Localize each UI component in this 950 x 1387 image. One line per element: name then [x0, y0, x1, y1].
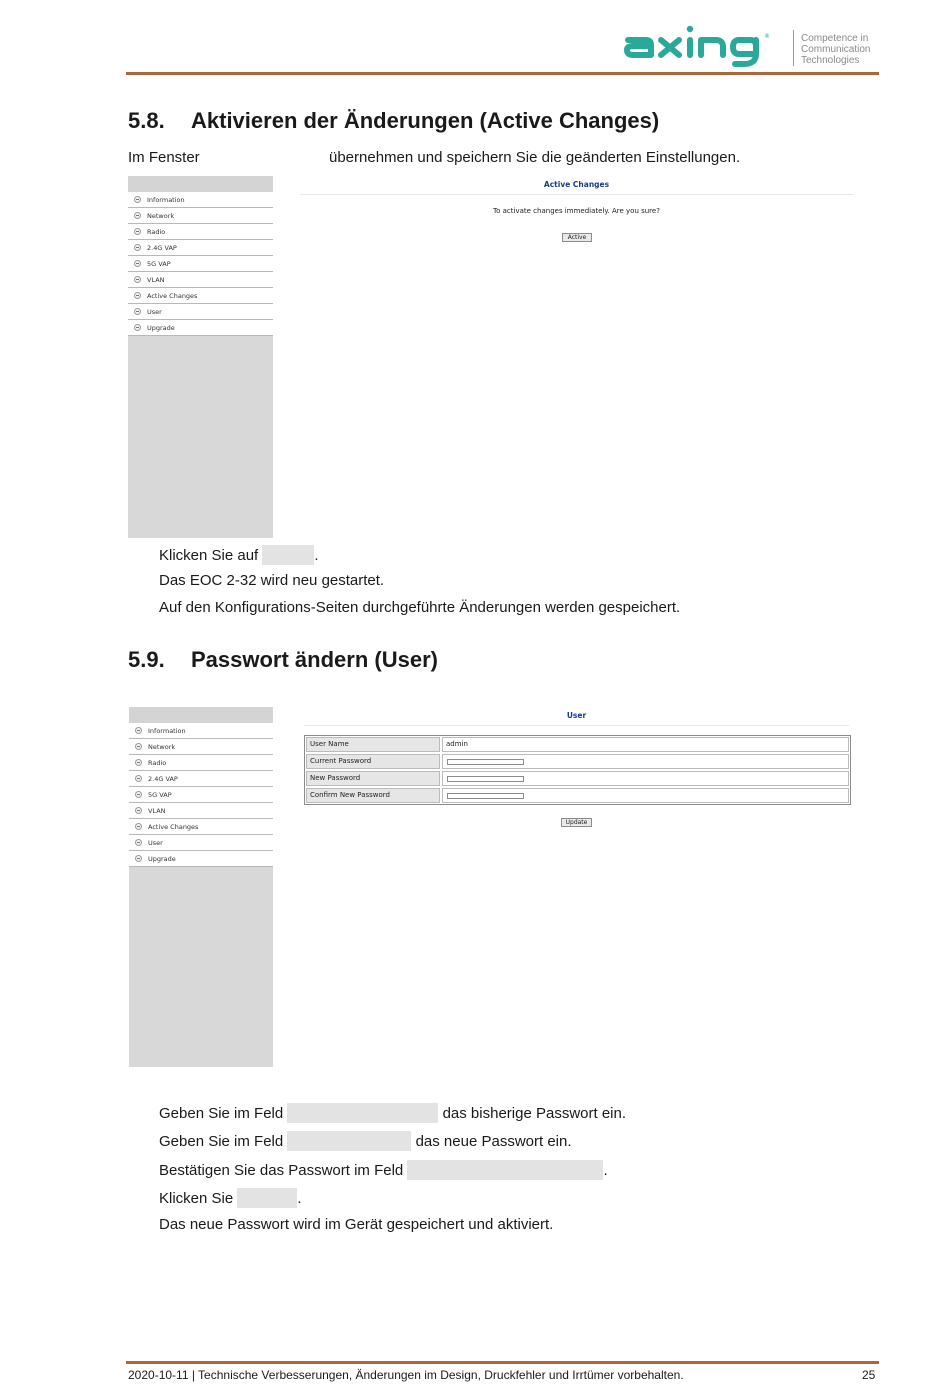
collapse-icon — [135, 807, 142, 814]
collapse-icon — [135, 791, 142, 798]
sidebar-item-label: Network — [148, 742, 176, 751]
sidebar-item-label: VLAN — [147, 275, 165, 284]
sidebar-item-label: User — [147, 307, 162, 316]
footer-rule — [126, 1361, 879, 1364]
collapse-icon — [134, 260, 141, 267]
new-password-input[interactable] — [447, 776, 524, 782]
collapse-icon — [135, 823, 142, 830]
tagline-line: Technologies — [801, 55, 860, 66]
section-title: Passwort ändern (User) — [191, 647, 438, 672]
update-button[interactable]: Update — [561, 818, 592, 827]
sidebar-item-label: Information — [147, 195, 185, 204]
header-rule — [126, 72, 879, 75]
step-restart: Das EOC 2-32 wird neu gestartet. — [159, 572, 385, 589]
sidebar-item-label: Information — [148, 726, 186, 735]
sidebar-item-information[interactable] — [128, 192, 273, 208]
collapse-icon — [134, 196, 141, 203]
redacted-field-name — [287, 1131, 411, 1151]
table-row — [306, 754, 849, 769]
redacted-button-name — [237, 1188, 297, 1208]
field-label: New Password — [306, 771, 440, 786]
step-prefix: Geben Sie im Feld — [159, 1133, 284, 1150]
sidebar-item-upgrade[interactable] — [129, 851, 273, 867]
tagline-line: Communication — [801, 44, 871, 55]
sidebar-item-active-changes[interactable] — [128, 288, 273, 304]
collapse-icon — [134, 244, 141, 251]
collapse-icon — [134, 324, 141, 331]
collapse-icon — [135, 855, 142, 862]
step-prefix: Klicken Sie — [159, 1190, 234, 1207]
table-row — [306, 788, 849, 803]
collapse-icon — [134, 292, 141, 299]
step-click-update — [159, 1188, 302, 1208]
table-row — [306, 737, 849, 752]
field-label: Confirm New Password — [306, 788, 440, 803]
nav-sidebar — [128, 176, 273, 538]
logo-separator — [793, 30, 794, 66]
step-new-password — [159, 1131, 572, 1151]
sidebar-item-label: Radio — [148, 758, 167, 767]
panel-title-rule — [304, 725, 849, 726]
sidebar-item-vlan[interactable] — [128, 272, 273, 288]
sidebar-item-5g-vap[interactable] — [128, 256, 273, 272]
sidebar-item-label: 2.4G VAP — [148, 774, 178, 783]
logo-tagline — [801, 33, 870, 66]
sidebar-item-user[interactable] — [129, 835, 273, 851]
step-suffix: das neue Passwort ein. — [415, 1133, 572, 1150]
collapse-icon — [135, 727, 142, 734]
step-click-active — [159, 545, 319, 565]
step-suffix: . — [603, 1162, 608, 1179]
step-suffix: das bisherige Passwort ein. — [442, 1105, 627, 1122]
sidebar-item-label: 5G VAP — [147, 259, 171, 268]
collapse-icon — [134, 308, 141, 315]
step-prefix: Klicken Sie auf — [159, 547, 259, 564]
sidebar-header — [129, 707, 273, 723]
sidebar-item-active-changes[interactable] — [129, 819, 273, 835]
tagline-line: Competence in — [801, 33, 869, 44]
confirm-password-input[interactable] — [447, 793, 524, 799]
table-row — [306, 771, 849, 786]
field-cell — [442, 771, 849, 786]
step-result: Das neue Passwort wird im Gerät gespeichert und aktiviert. — [159, 1216, 554, 1233]
field-cell — [442, 788, 849, 803]
active-changes-screenshot — [128, 176, 878, 538]
sidebar-item-5g-vap[interactable] — [129, 787, 273, 803]
field-label: User Name — [306, 737, 440, 752]
sidebar-header — [128, 176, 273, 192]
user-screenshot — [129, 707, 878, 1067]
user-form-table — [304, 735, 851, 805]
page-number: 25 — [862, 1368, 876, 1382]
svg-text:®: ® — [764, 33, 770, 40]
section-title: Aktivieren der Änderungen (Active Changes) — [191, 108, 660, 133]
nav-sidebar — [129, 707, 273, 1067]
section-number: 5.9. — [128, 647, 165, 672]
collapse-icon — [134, 212, 141, 219]
step-confirm-password — [159, 1160, 608, 1180]
axing-logo — [624, 22, 789, 70]
sidebar-item-label: Upgrade — [147, 323, 175, 332]
step-suffix: . — [297, 1190, 302, 1207]
sidebar-item-label: 2.4G VAP — [147, 243, 177, 252]
sidebar-menu — [129, 723, 273, 867]
step-saved: Auf den Konfigurations-Seiten durchgeführte Änderungen werden gespeichert. — [159, 599, 681, 616]
confirm-question: To activate changes immediately. Are you sure? — [493, 207, 660, 215]
panel-title: Active Changes — [543, 180, 610, 189]
sidebar-item-label: User — [148, 838, 163, 847]
sidebar-menu — [128, 192, 273, 336]
collapse-icon — [135, 759, 142, 766]
sidebar-item-label: Radio — [147, 227, 166, 236]
field-label: Current Password — [306, 754, 440, 769]
sidebar-item-vlan[interactable] — [129, 803, 273, 819]
sidebar-item-label: Active Changes — [147, 291, 198, 300]
sidebar-item-label: Active Changes — [148, 822, 199, 831]
field-cell — [442, 754, 849, 769]
current-password-input[interactable] — [447, 759, 524, 765]
intro-prefix: Im Fenster — [128, 149, 200, 166]
footer-text: 2020-10-11 | Technische Verbesserungen, Änderungen im Design, Druckfehler und Irrtümer vorbehalten. — [128, 1368, 684, 1382]
collapse-icon — [135, 743, 142, 750]
sidebar-item-2-4g-vap[interactable] — [129, 771, 273, 787]
redacted-button-name — [262, 545, 314, 565]
sidebar-item-network[interactable] — [129, 739, 273, 755]
step-suffix: . — [314, 547, 319, 564]
redacted-field-name — [287, 1103, 438, 1123]
collapse-icon — [135, 839, 142, 846]
panel-title: User — [566, 711, 587, 720]
intro-suffix: übernehmen und speichern Sie die geänderten Einstellungen. — [329, 149, 741, 166]
sidebar-item-label: Network — [147, 211, 175, 220]
sidebar-item-network[interactable] — [128, 208, 273, 224]
panel-title-rule — [300, 194, 853, 195]
sidebar-item-label: 5G VAP — [148, 790, 172, 799]
user-name-value: admin — [442, 737, 849, 752]
collapse-icon — [134, 276, 141, 283]
section-heading-5-8 — [128, 108, 659, 134]
step-prefix: Bestätigen Sie das Passwort im Feld — [159, 1162, 404, 1179]
sidebar-item-information[interactable] — [129, 723, 273, 739]
sidebar-item-2-4g-vap[interactable] — [128, 240, 273, 256]
step-prefix: Geben Sie im Feld — [159, 1105, 284, 1122]
sidebar-item-radio[interactable] — [128, 224, 273, 240]
step-current-password — [159, 1103, 626, 1123]
sidebar-item-label: VLAN — [148, 806, 166, 815]
redacted-field-name — [407, 1160, 603, 1180]
section-number: 5.8. — [128, 108, 165, 133]
sidebar-item-label: Upgrade — [148, 854, 176, 863]
sidebar-item-user[interactable] — [128, 304, 273, 320]
sidebar-item-upgrade[interactable] — [128, 320, 273, 336]
sidebar-item-radio[interactable] — [129, 755, 273, 771]
collapse-icon — [134, 228, 141, 235]
collapse-icon — [135, 775, 142, 782]
active-button[interactable]: Active — [562, 233, 592, 242]
section-heading-5-9 — [128, 647, 438, 673]
